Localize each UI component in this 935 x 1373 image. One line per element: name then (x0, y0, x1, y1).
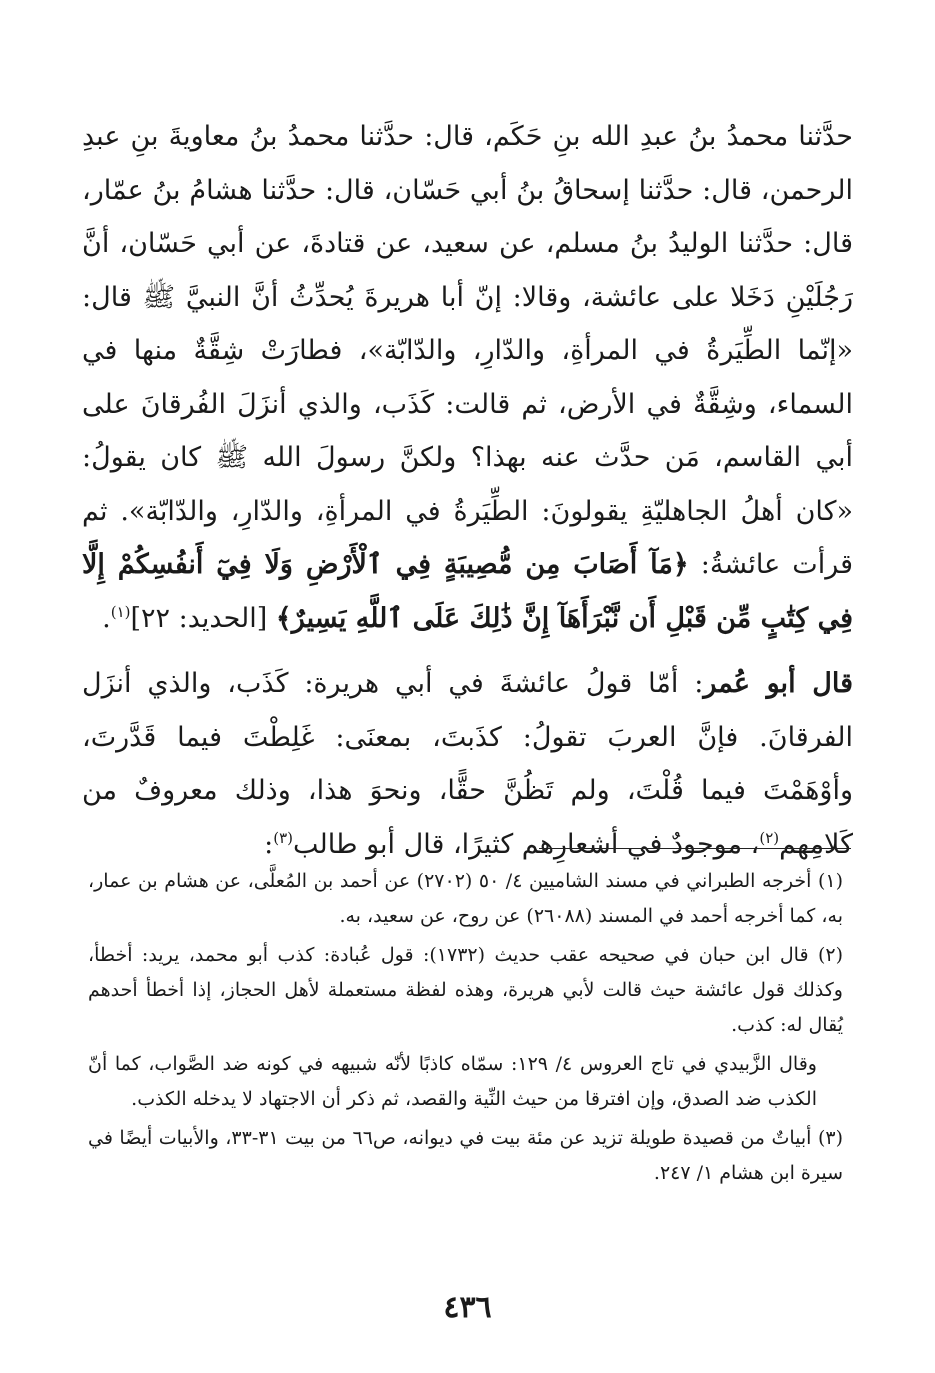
footnote-3: (٣) أبياتٌ من قصيدة طويلة تزيد عن مئة بيت في ديوانه، ص٦٦ من بيت ٣١-٣٣، والأبيات أيضًا في سيرة ابن هشام ١/ ٢٤٧. (88, 1127, 844, 1184)
commentary-lead: قال أبو عُمر (703, 668, 853, 699)
commentary-tail: ، موجودٌ في أشعارِهم كثيرًا، قال أبو طالب (293, 828, 760, 860)
main-text (82, 110, 853, 871)
footnotes (88, 864, 843, 1195)
hadith-text: حدَّثنا محمدُ بنُ عبدِ الله بنِ حَكَم، قال: حدَّثنا محمدُ بنُ معاويةَ بنِ عبدِ الرحمن، قال: حدَّثنا إسحاقُ بنُ أبي حَسّان، قال: حدَّثنا هشامُ بنُ عمّار، قال: حدَّثنا الوليدُ بنُ مسلم، عن سعيد، عن قتادةَ، عن أبي حَسّان، أنَّ رَجُلَيْنِ دَخَلا على عائشة، وقالا: إنّ أبا هريرةَ يُحدِّثُ أنَّ النبيَّ ﷺ قال: «إنّما الطِّيَرةُ في المرأةِ، والدّارِ، والدّابّة»، فطارَتْ شِقَّةٌ منها في السماء، وشِقَّةٌ في الأرض، ثم قالت: كَذَب، والذي أنزَلَ الفُرقانَ على أبي القاسم، مَن حدَّث عنه بهذا؟ ولكنَّ رسولَ الله ﷺ كان يقولُ: «كان أهلُ الجاهليّةِ يقولونَ: الطِّيَرةُ في المرأةِ، والدّارِ، والدّابّة». ثم قرأت عائشةُ: (82, 121, 854, 580)
footnote-2-continued: وقال الزَّبيدي في تاج العروس ٤/ ١٢٩: سمّاه كاذبًا لأنّه شبيهه في كونه ضد الصَّواب، كما أنّ الكذب ضد الصدق، وإن افترقا من حيث النِّية والقصد، ثم ذكر أن الاجتهاد لا يدخله الكذب. (88, 1053, 817, 1110)
commentary-text: : أمّا قولُ عائشةَ في أبي هريرة: كَذَب، والذي أنزَل الفرقانَ. فإنَّ العربَ تقولُ: كذَبتَ، بمعنَى: غَلِطْتَ فيما قَدَّرتَ، وأوْهَمْتَ فيما قُلْتَ، ولم تَظُنَّ حقًّا، ونحوَ هذا، وذلك معروفٌ من كَلامِهم (82, 668, 853, 860)
paragraph-commentary (82, 657, 853, 871)
footnote-1: (١) أخرجه الطبراني في مسند الشاميين ٤/ ٥٠ (٢٧٠٢) عن أحمد بن المُعلَّى، عن هشام بن عمار، به، كما أخرجه أحمد في المسند (٢٦٠٨٨) عن روح، عن سعيد، به. (88, 870, 844, 927)
footnote-mark-2[interactable]: (٢) (759, 828, 780, 847)
footnote-2: (٢) قال ابن حبان في صحيحه عقب حديث (١٧٣٢): قول عُبادة: كذب أبو محمد، يريد: أخطأ، وكذلك قول عائشة حيث قالت لأبي هريرة، وهذه لفظة مستعملة لأهل الحجاز، إذا أخطأ أحدهم يُقال له: كذب. (88, 944, 843, 1036)
footnote-mark-3[interactable]: (٣) (273, 828, 294, 847)
page-number: ٤٣٦ (443, 1290, 492, 1325)
paragraph-hadith: حدَّثنا محمدُ بنُ عبدِ الله بنِ حَكَم، قال: حدَّثنا محمدُ بنُ معاويةَ بنِ عبدِ الرحمن، قال: حدَّثنا إسحاقُ بنُ أبي حَسّان، قال: حدَّثنا هشامُ بنُ عمّار، قال: حدَّثنا الوليدُ بنُ مسلم، عن سعيد، عن قتادةَ، عن أبي حَسّان، أنَّ رَجُلَيْنِ دَخَلا على عائشة، وقالا: إنّ أبا هريرةَ يُحدِّثُ أنَّ النبيَّ ﷺ قال: «إنّما الطِّيَرةُ في المرأةِ، والدّارِ، والدّابّة»، فطارَتْ شِقَّةٌ منها في السماء، وشِقَّةٌ في الأرض، ثم قالت: كَذَب، والذي أنزَلَ الفُرقانَ على أبي القاسم، مَن حدَّث عنه بهذا؟ ولكنَّ رسولَ الله ﷺ كان يقولُ: «كان أهلُ الجاهليّةِ يقولونَ: الطِّيَرةُ في المرأةِ، والدّارِ، والدّابّة». ثم قرأت عائشةُ: ﴿مَآ أَصَابَ مِن مُّصِيبَةٍ فِي ٱلْأَرْضِ وَلَا فِيٓ أَنفُسِكُمْ إِلَّا فِي كِتَٰبٍ مِّن قَبْلِ أَن نَّبْرَأَهَآ إِنَّ ذَٰلِكَ عَلَى ٱللَّهِ يَسِيرٌ﴾ [الحديد: ٢٢]$^{(١)}$. (82, 121, 854, 634)
footnote-divider (539, 848, 851, 849)
footnote-mark-1[interactable]: (١) (110, 602, 131, 621)
quran-verse: ﴿مَآ أَصَابَ مِن مُّصِيبَةٍ فِي ٱلْأَرْضِ وَلَا فِيٓ أَنفُسِكُمْ إِلَّا فِي كِتَٰبٍ مِّن قَبْلِ أَن نَّبْرَأَهَآ إِنَّ ذَٰلِكَ عَلَى ٱللَّهِ يَسِيرٌ﴾ (82, 549, 853, 634)
quran-reference: [الحديد: ٢٢] (130, 602, 276, 634)
commentary-end: : (264, 828, 274, 860)
